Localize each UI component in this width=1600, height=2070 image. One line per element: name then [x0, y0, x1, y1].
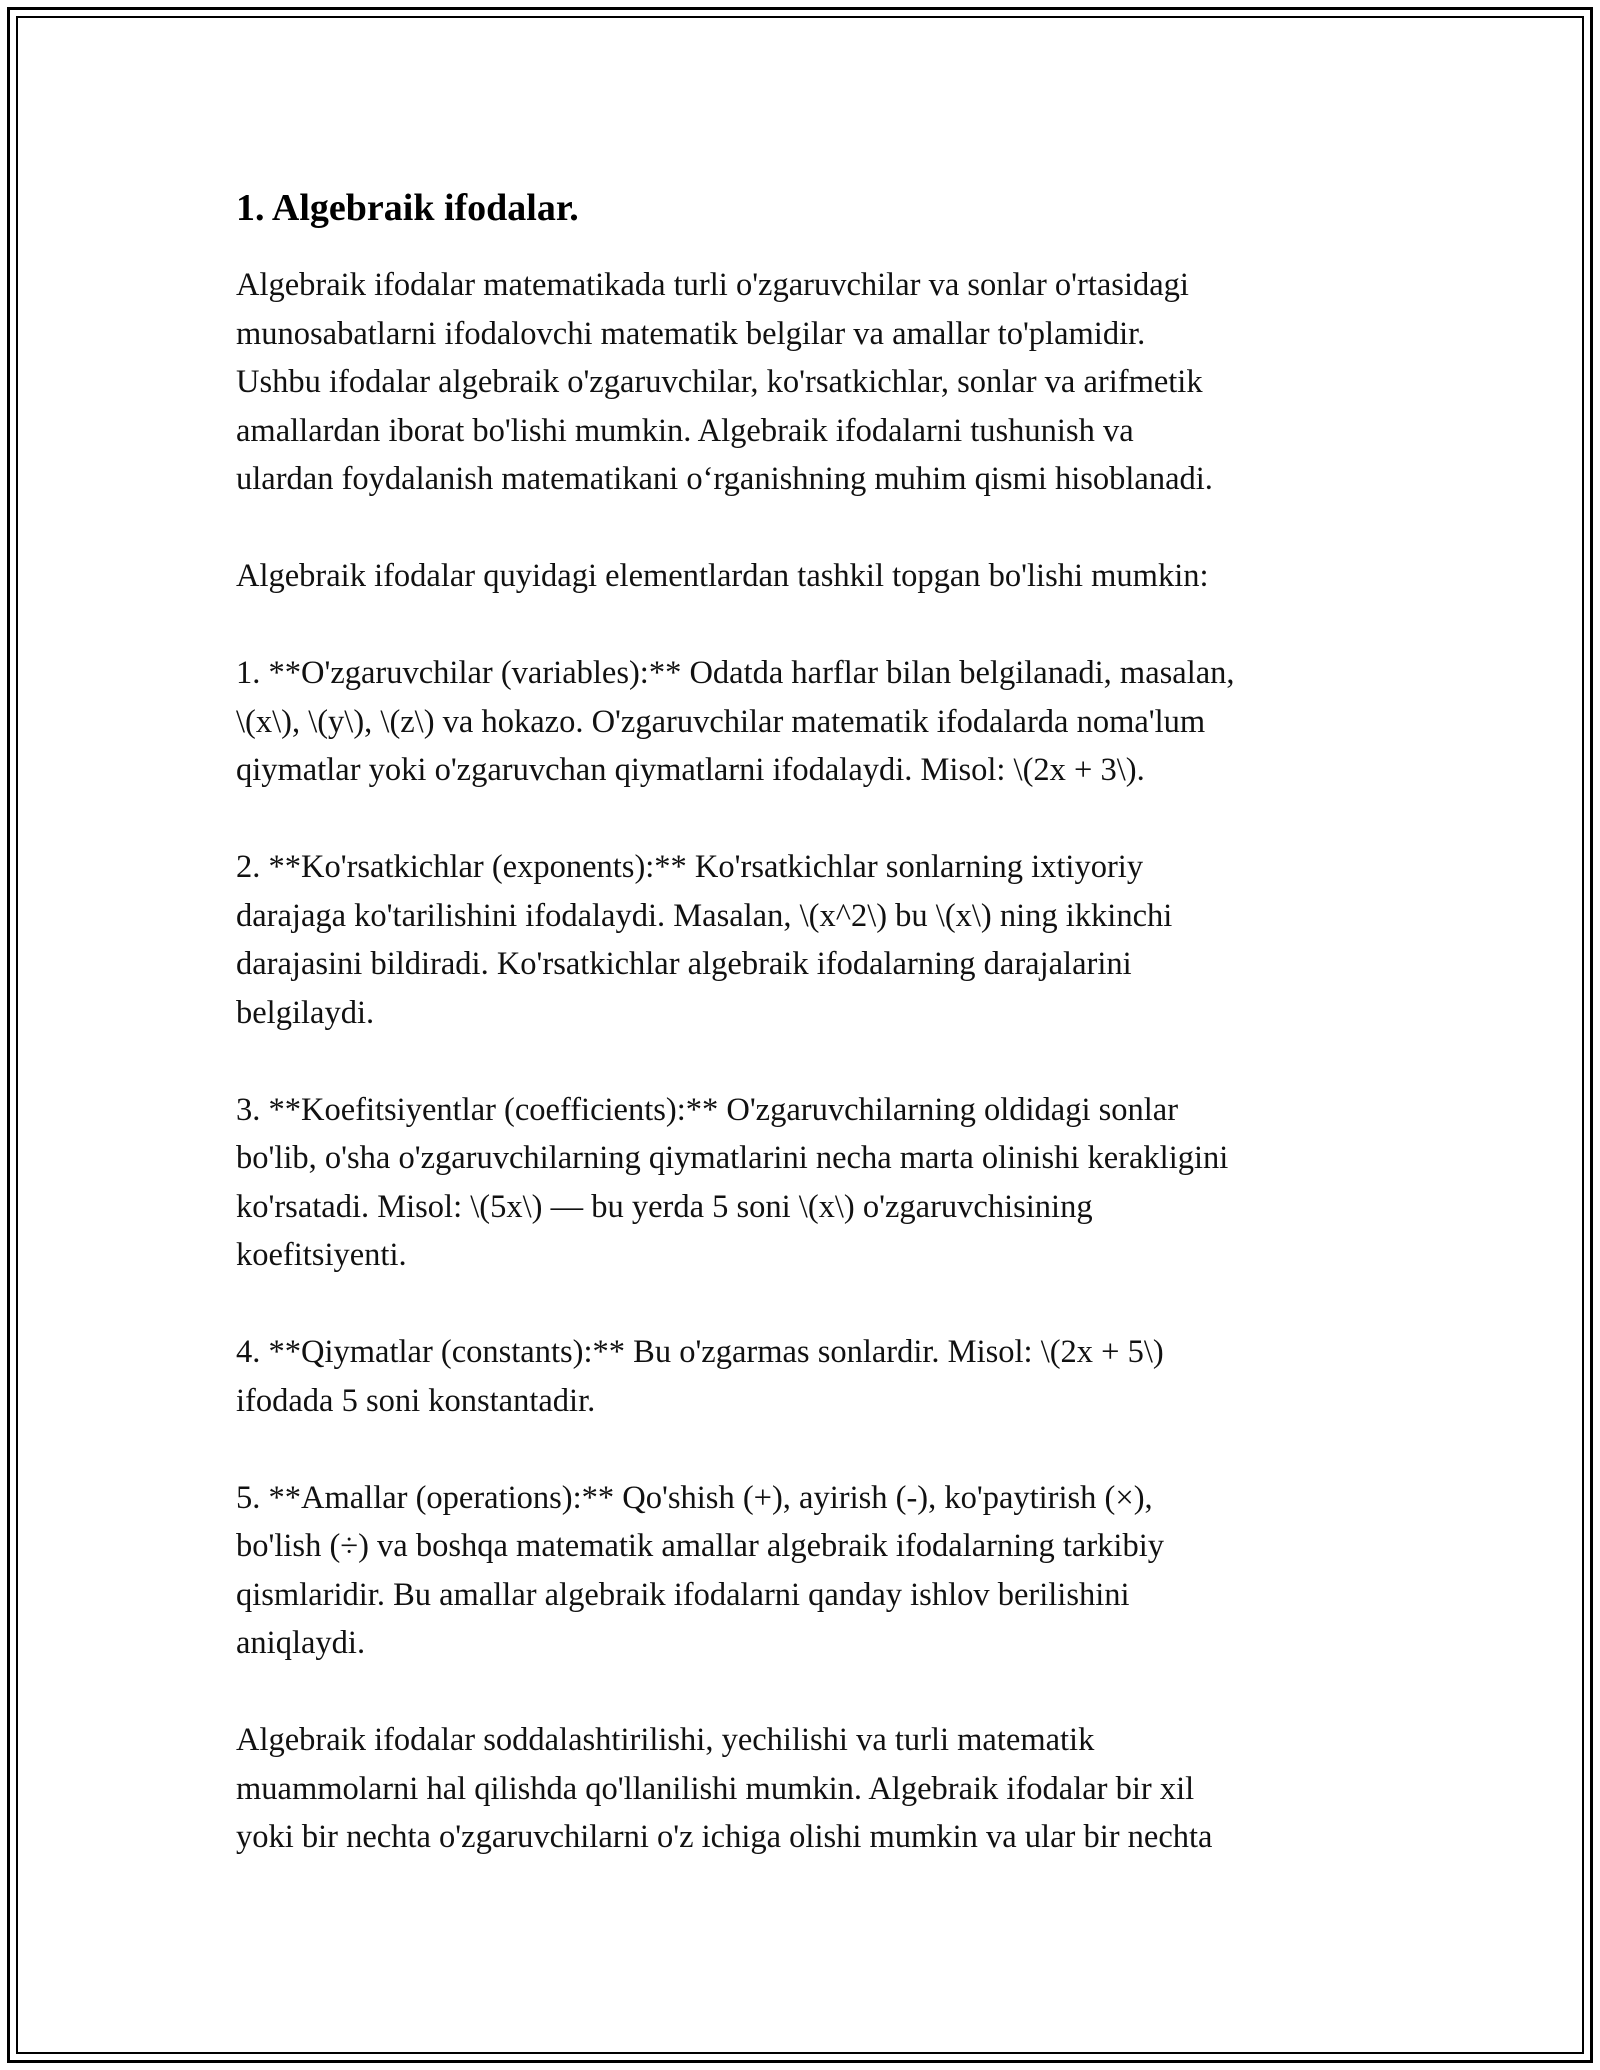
text-line: yoki bir nechta o'zgaruvchilarni o'z ichiga olishi mumkin va ular bir nechta — [236, 1819, 1213, 1855]
text-line: munosabatlarni ifodalovchi matematik belgilar va amallar to'plamidir. — [236, 315, 1146, 352]
list-item-operations — [236, 1474, 1366, 1668]
text-line: bo'lib, o'sha o'zgaruvchilarning qiymatlarini necha marta olinishi kerakligini — [236, 1140, 1229, 1176]
document-body — [236, 185, 1366, 1910]
section-heading: 1. Algebraik ifodalar. — [236, 187, 579, 229]
text-line: 2. **Ko'rsatkichlar (exponents):** Ko'rsatkichlar sonlarning ixtiyoriy — [236, 849, 1144, 885]
text-line: koefitsiyenti. — [236, 1237, 407, 1273]
text-line: darajasini bildiradi. Ko'rsatkichlar algebraik ifodalarning darajalarini — [236, 946, 1132, 982]
text-line: 3. **Koefitsiyentlar (coefficients):** O'zgaruvchilarning oldidagi sonlar — [236, 1091, 1179, 1128]
text-line: Algebraik ifodalar quyidagi elementlardan tashkil topgan bo'lishi mumkin: — [236, 558, 1209, 594]
text-line: ko'rsatadi. Misol: \(5x\) — bu yerda 5 soni \(x\) o'zgaruvchisining — [236, 1188, 1093, 1225]
text-line: Algebraik ifodalar soddalashtirilishi, yechilishi va turli matematik — [236, 1722, 1095, 1758]
text-line: ifodada 5 soni konstantadir. — [236, 1382, 596, 1419]
text-line: amallardan iborat bo'lishi mumkin. Algebraik ifodalarni tushunish va — [236, 412, 1134, 449]
list-item-coefficients — [236, 1086, 1366, 1280]
list-item-constants — [236, 1328, 1366, 1425]
text-line: \(x\), \(y\), \(z\) va hokazo. O'zgaruvchilar matematik ifodalarda noma'lum — [236, 703, 1206, 740]
list-item-exponents — [236, 843, 1366, 1037]
text-line: darajaga ko'tarilishini ifodalaydi. Masalan, \(x^2\) bu \(x\) ning ikkinchi — [236, 897, 1173, 934]
text-line: 5. **Amallar (operations):** Qo'shish (+), ayirish (-), ko'paytirish (×), — [236, 1479, 1153, 1516]
text-line: Algebraik ifodalar matematikada turli o'zgaruvchilar va sonlar o'rtasidagi — [236, 267, 1189, 303]
text-line: belgilaydi. — [236, 994, 375, 1031]
text-line: qiymatlar yoki o'zgaruvchan qiymatlarni ifodalaydi. Misol: \(2x + 3\). — [236, 752, 1145, 788]
text-line: qismlaridir. Bu amallar algebraik ifodalarni qanday ishlov berilishini — [236, 1576, 1130, 1613]
text-line: 1. **O'zgaruvchilar (variables):** Odatda harflar bilan belgilanadi, masalan, — [236, 655, 1235, 691]
text-line: 4. **Qiymatlar (constants):** Bu o'zgarmas sonlardir. Misol: \(2x + 5\) — [236, 1334, 1164, 1370]
text-line: ulardan foydalanish matematikani o‘rganishning muhim qismi hisoblanadi. — [236, 461, 1213, 497]
text-line: aniqlaydi. — [236, 1625, 366, 1661]
text-line: Ushbu ifodalar algebraik o'zgaruvchilar, ko'rsatkichlar, sonlar va arifmetik — [236, 364, 1203, 400]
text-line: bo'lish (÷) va boshqa matematik amallar algebraik ifodalarning tarkibiy — [236, 1528, 1164, 1564]
paragraph-intro — [236, 261, 1366, 504]
paragraph-elements-lead — [236, 552, 1366, 601]
paragraph-conclusion — [236, 1716, 1366, 1862]
text-line: muammolarni hal qilishda qo'llanilishi mumkin. Algebraik ifodalar bir xil — [236, 1770, 1195, 1807]
list-item-variables — [236, 649, 1366, 795]
